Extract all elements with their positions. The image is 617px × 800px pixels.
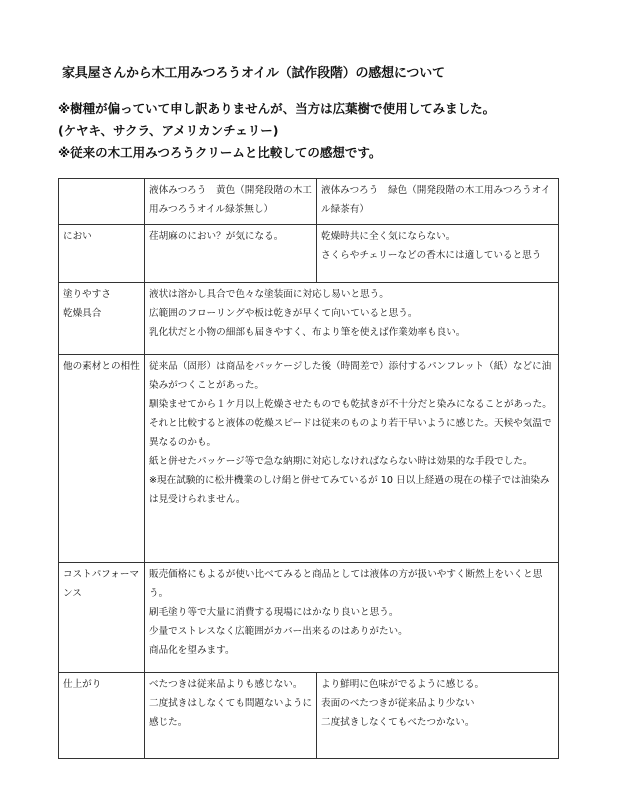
table-row-ease bbox=[59, 283, 559, 355]
cost-text-4: 商品化を望みます。 bbox=[149, 645, 235, 656]
header-green-oil: 液体みつろう 緑色（開発段階の木工用みつろうオイル緑茶有） bbox=[317, 179, 559, 225]
finish-yellow-cell bbox=[145, 673, 317, 759]
row-label-cost: コストパフォーマンス bbox=[59, 563, 145, 673]
smell-green-text-1: 乾燥時共に全く気にならない。 bbox=[321, 231, 456, 242]
smell-yellow-cell bbox=[145, 225, 317, 283]
table-header-row bbox=[59, 179, 559, 225]
finish-yellow-text-2: 二度拭きはしなくても問題ないように感じた。 bbox=[149, 698, 313, 728]
ease-text-3: 乳化状だと小物の細部も届きやすく、布より筆を使えば作業効率も良い。 bbox=[149, 327, 466, 338]
intro-notes bbox=[58, 98, 495, 164]
finish-green-text-2: 表面のべたつきが従来品より少ない bbox=[321, 698, 475, 709]
header-yellow-oil: 液体みつろう 黄色（開発段階の木工用みつろうオイル緑茶無し） bbox=[145, 179, 317, 225]
intro-note-comparison: ※従来の木工用みつろうクリームと比較しての感想です。 bbox=[58, 145, 382, 160]
cost-text-2: 刷毛塗り等で大量に消費する現場にはかなり良いと思う。 bbox=[149, 607, 399, 618]
smell-yellow-text: 荏胡麻のにおい？が気になる。 bbox=[149, 231, 284, 242]
ease-cell bbox=[145, 283, 559, 355]
row-label-compat: 他の素材との相性 bbox=[59, 355, 145, 563]
compat-text-3: それと比較すると液体の乾燥スピードは従来のものより若干早いように感じた。天候や気温で異なるのかも。 bbox=[149, 418, 552, 448]
cost-text-1: 販売価格にもよるが使い比べてみると商品としては液体の方が扱いやすく断然上をいくと思う。 bbox=[149, 569, 543, 599]
cost-cell bbox=[145, 563, 559, 673]
ease-text-2: 広範囲のフローリングや板は乾きが早くて向いていると思う。 bbox=[149, 308, 418, 319]
table-row-smell bbox=[59, 225, 559, 283]
compat-text-2: 馴染ませてから１ケ月以上乾燥させたものでも乾拭きが不十分だと染みになることがあった。 bbox=[149, 399, 552, 410]
ease-text-1: 液状は溶かし具合で色々な塗装面に対応し易いと思う。 bbox=[149, 289, 389, 300]
finish-green-text-1: より鮮明に色味がでるように感じる。 bbox=[321, 679, 485, 690]
finish-green-text-3: 二度拭きしなくてもべたつかない。 bbox=[321, 717, 475, 728]
table-row-finish bbox=[59, 673, 559, 759]
evaluation-table bbox=[58, 178, 559, 759]
smell-green-text-2: さくらやチェリーなどの香木には適していると思う bbox=[321, 250, 542, 261]
finish-yellow-text-1: べたつきは従来品よりも感じない。 bbox=[149, 679, 303, 690]
compat-cell bbox=[145, 355, 559, 563]
compat-text-5: ※現在試験的に松井機業のしけ絹と併せてみているが 10 日以上経過の現在の様子では油染みは見受けられません。 bbox=[149, 475, 550, 505]
row-label-ease bbox=[59, 283, 145, 355]
finish-green-cell bbox=[317, 673, 559, 759]
intro-note-woods: (ケヤキ、サクラ、アメリカンチェリー) bbox=[58, 123, 279, 138]
header-empty-cell bbox=[59, 179, 145, 225]
row-label-smell: におい bbox=[59, 225, 145, 283]
table-row-cost bbox=[59, 563, 559, 673]
table-row-compat bbox=[59, 355, 559, 563]
compat-text-4: 紙と併せたパッケージ等で急な納期に対応しなければならない時は効果的な手段でした。 bbox=[149, 456, 533, 467]
document-title: 家具屋さんから木工用みつろうオイル（試作段階）の感想について bbox=[62, 66, 445, 81]
compat-text-1: 従来品（固形）は商品をパッケージした後（時間差で）添付するパンフレット（紙）などに油染みがつくことがあった。 bbox=[149, 361, 552, 391]
cost-text-3: 少量でストレスなく広範囲がカバー出来るのはありがたい。 bbox=[149, 626, 408, 637]
smell-green-cell bbox=[317, 225, 559, 283]
row-label-ease-1: 塗りやすさ bbox=[63, 289, 111, 300]
row-label-ease-2: 乾燥具合 bbox=[63, 308, 102, 319]
intro-note-species: ※樹種が偏っていて申し訳ありませんが、当方は広葉樹で使用してみました。 bbox=[58, 101, 496, 116]
row-label-finish: 仕上がり bbox=[59, 673, 145, 759]
